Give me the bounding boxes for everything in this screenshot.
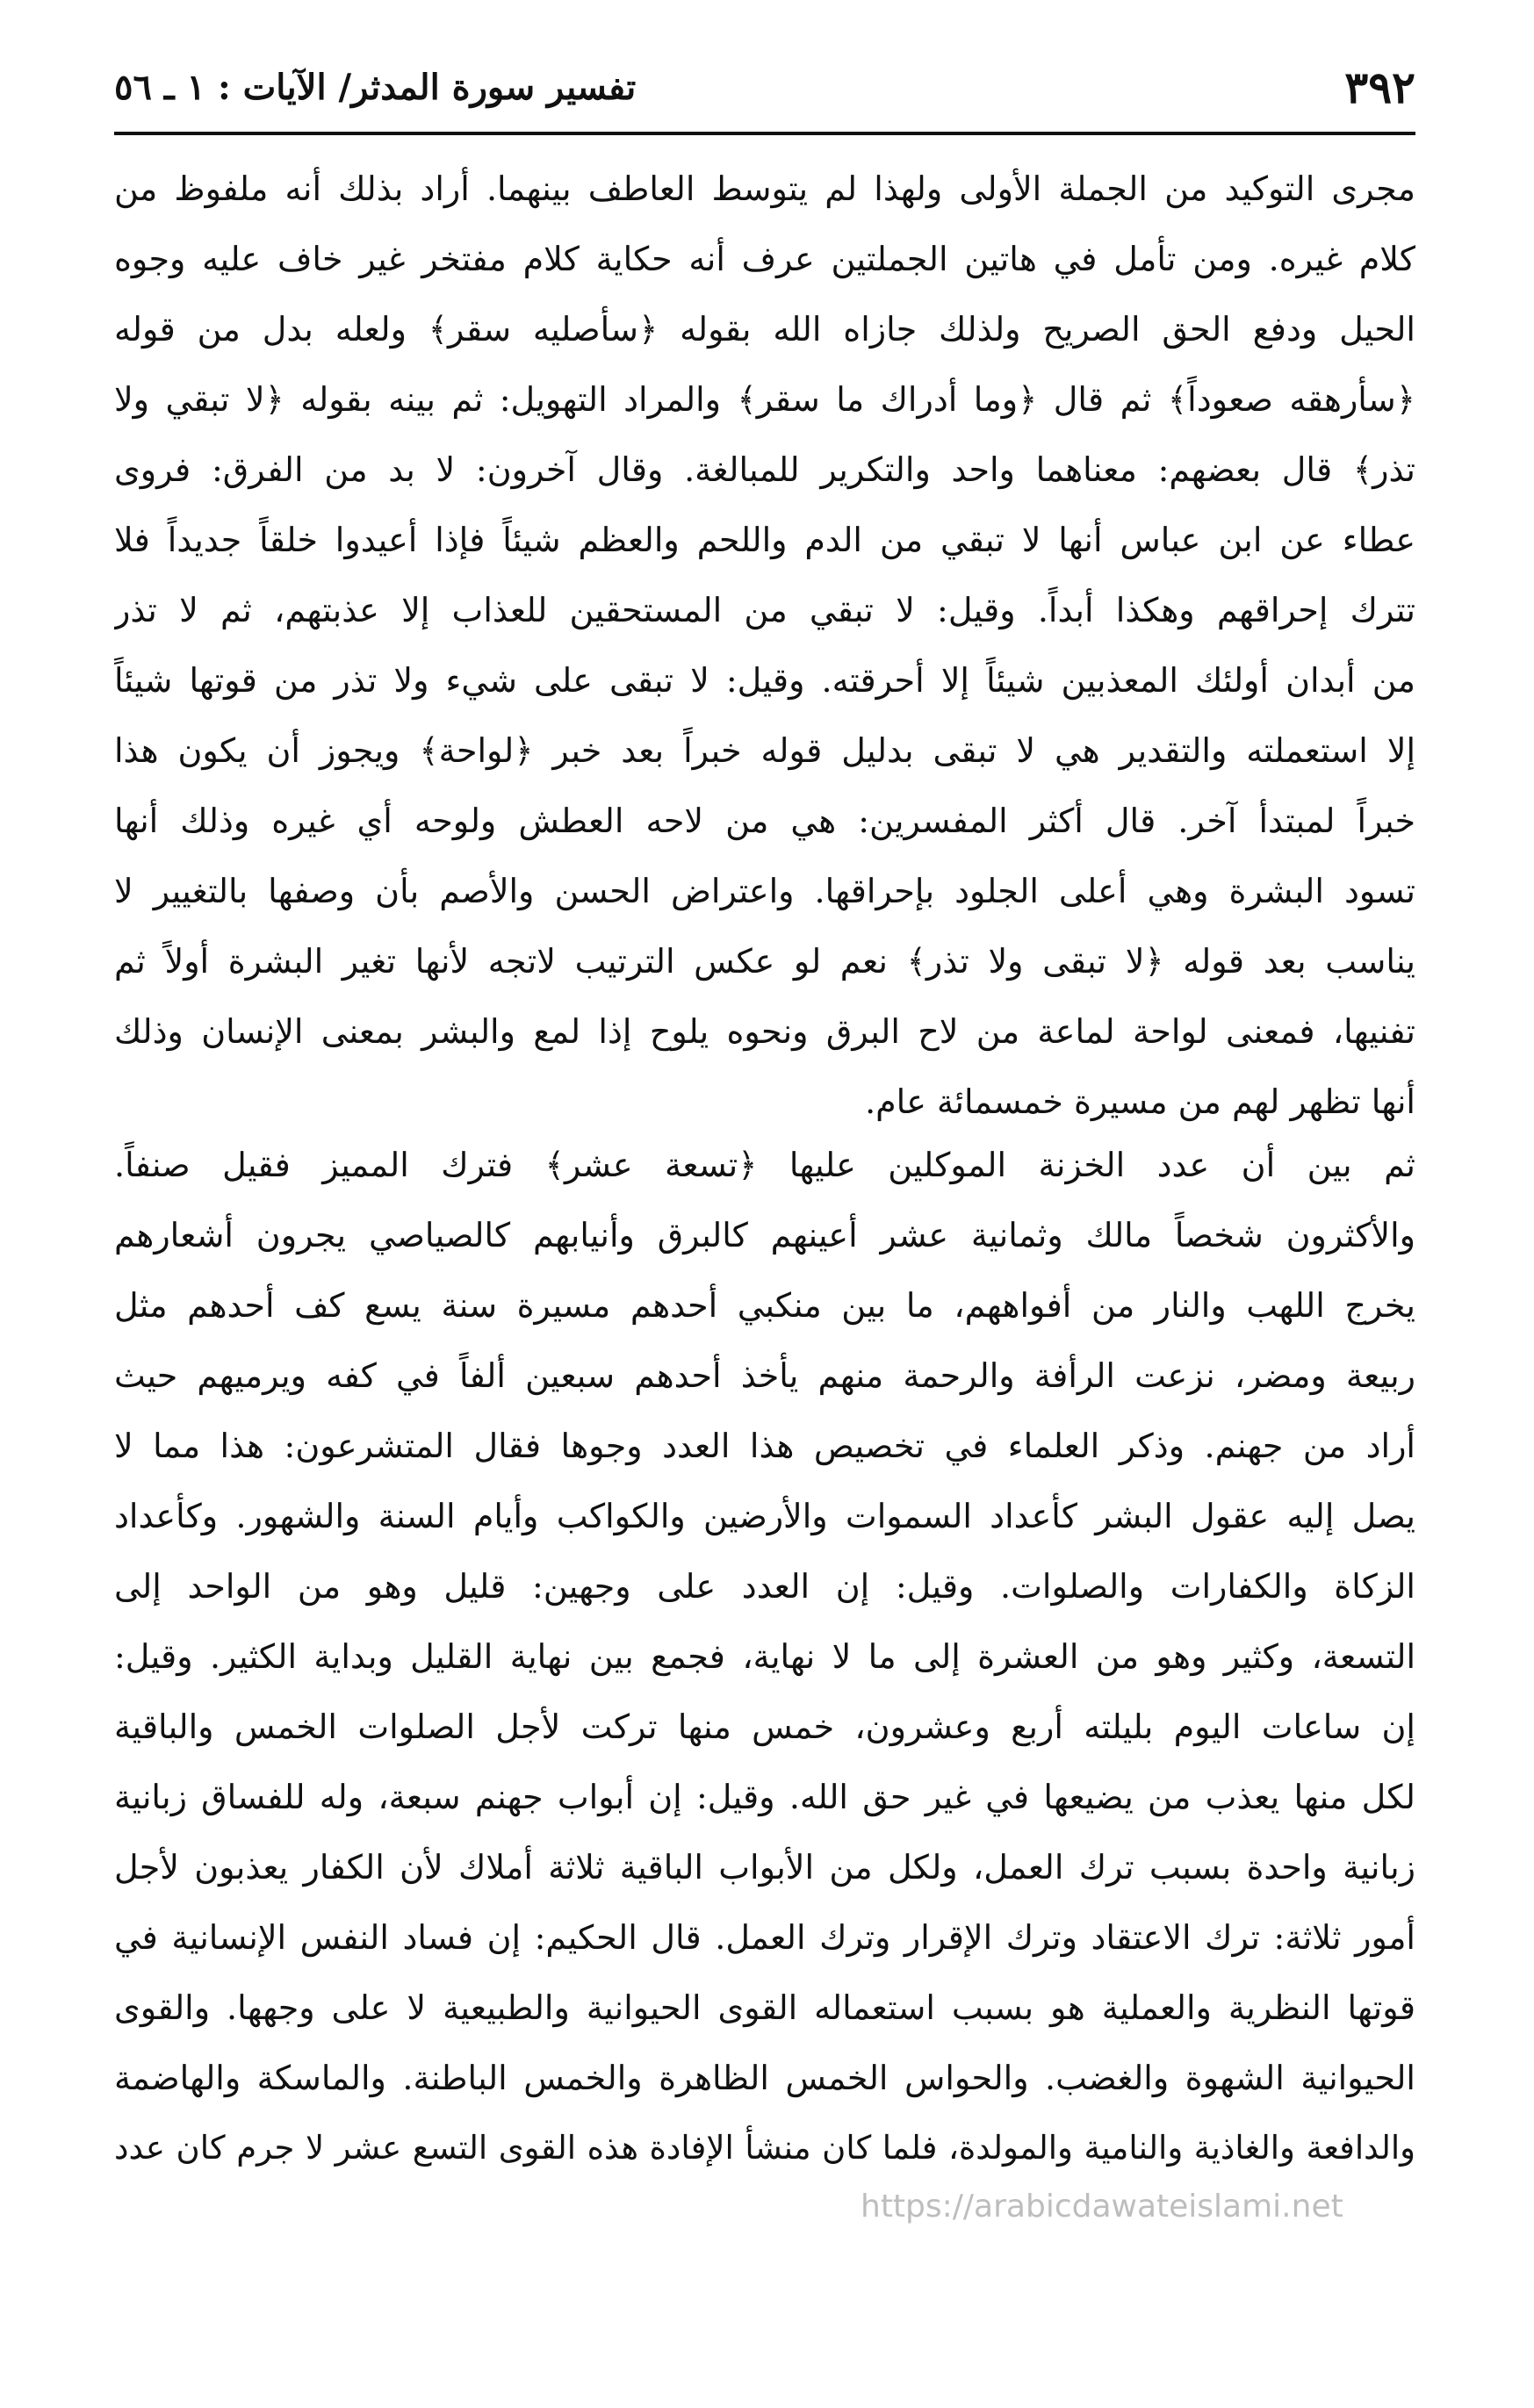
text-line: قوتها النظرية والعملية هو بسبب استعماله القوى الحيوانية والطبيعية لا على وجهها. والقوى: [114, 1988, 1415, 2027]
text-line: مجرى التوكيد من الجملة الأولى ولهذا لم يتوسط العاطف بينهما. أراد بذلك أنه ملفوظ من: [114, 169, 1415, 208]
text-line: ثم بين أن عدد الخزنة الموكلين عليها ﴿تسعة عشر﴾ فترك المميز فقيل صنفاً.: [114, 1146, 1415, 1184]
text-line: تسود البشرة وهي أعلى الجلود بإحراقها. واعتراض الحسن والأصم بأن وصفها بالتغيير لا: [114, 872, 1415, 910]
text-line: إلا استعملته والتقدير هي لا تبقى بدليل قوله خبراً بعد خبر ﴿لواحة﴾ ويجوز أن يكون هذا: [114, 731, 1415, 770]
text-line: زبانية واحدة بسبب ترك العمل، ولكل من الأبواب الباقية ثلاثة أملاك لأن الكفار يعذبون لأجل: [114, 1848, 1415, 1887]
text-line: خبراً لمبتدأ آخر. قال أكثر المفسرين: هي من لاحه العطش ولوحه أي غيره وذلك أنها: [114, 801, 1415, 840]
text-line: التسعة، وكثير وهو من العشرة إلى ما لا نهاية، فجمع بين نهاية القليل وبداية الكثير. وقيل:: [114, 1637, 1415, 1676]
text-line: يخرج اللهب والنار من أفواههم، ما بين منكبي أحدهم مسيرة سنة يسع كف أحدهم مثل: [114, 1286, 1415, 1325]
text-line: والدافعة والغاذية والنامية والمولدة، فلما كان منشأ الإفادة هذه القوى التسع عشر لا جرم كان عدد: [114, 2129, 1415, 2167]
text-line: الزكاة والكفارات والصلوات. وقيل: إن العدد على وجهين: قليل وهو من الواحد إلى: [114, 1567, 1415, 1606]
text-line: تذر﴾ قال بعضهم: معناهما واحد والتكرير للمبالغة. وقال آخرون: لا بد من الفرق: فروى: [114, 450, 1415, 489]
text-line: إن ساعات اليوم بليلته أربع وعشرون، خمس منها تركت لأجل الصلوات الخمس والباقية: [114, 1707, 1415, 1746]
text-line: أمور ثلاثة: ترك الاعتقاد وترك الإقرار وترك العمل. قال الحكيم: إن فساد النفس الإنسانية في: [114, 1918, 1415, 1957]
text-line: تفنيها، فمعنى لواحة لماعة من لاح البرق ونحوه يلوح إذا لمع والبشر بمعنى الإنسان وذلك: [114, 1012, 1415, 1051]
text-line: تترك إحراقهم وهكذا أبداً. وقيل: لا تبقي من المستحقين للعذاب إلا عذبتهم، ثم لا تذر: [114, 591, 1415, 629]
paragraph-1: [114, 154, 1415, 1137]
text-line: يناسب بعد قوله ﴿لا تبقى ولا تذر﴾ نعم لو عكس الترتيب لاتجه لأنها تغير البشرة أولاً ثم: [114, 942, 1415, 981]
text-line: يصل إليه عقول البشر كأعداد السموات والأرضين والكواكب وأيام السنة والشهور. وكأعداد: [114, 1497, 1415, 1535]
text-line: أراد من جهنم. وذكر العلماء في تخصيص هذا العدد وجوها فقال المتشرعون: هذا مما لا: [114, 1427, 1415, 1465]
text-line: ربيعة ومضر، نزعت الرأفة والرحمة منهم يأخذ أحدهم سبعين ألفاً في كفه ويرميهم حيث: [114, 1356, 1415, 1395]
paragraph-2: [114, 1130, 1415, 2183]
text-line: والأكثرون شخصاً مالك وثمانية عشر أعينهم كالبرق وأنيابهم كالصياصي يجرون أشعارهم: [114, 1216, 1415, 1254]
page-number: ٣٩٢: [1344, 61, 1415, 113]
site-watermark: https://arabicdawateislami.net: [861, 2189, 1343, 2225]
text-line: عطاء عن ابن عباس أنها لا تبقي من الدم واللحم والعظم شيئاً فإذا أعيدوا خلقاً جديداً فلا: [114, 521, 1415, 559]
text-line: ﴿سأرهقه صعوداً﴾ ثم قال ﴿وما أدراك ما سقر﴾ والمراد التهويل: ثم بينه بقوله ﴿لا تبقي ولا: [114, 380, 1415, 419]
text-line: من أبدان أولئك المعذبين شيئاً إلا أحرقته. وقيل: لا تبقى على شيء ولا تذر من قوتها شيئاً: [114, 661, 1415, 700]
text-line: أنها تظهر لهم من مسيرة خمسمائة عام.: [865, 1082, 1415, 1121]
text-line: لكل منها يعذب من يضيعها في غير حق الله. وقيل: إن أبواب جهنم سبعة، وله للفساق زبانية: [114, 1778, 1415, 1816]
running-title: تفسير سورة المدثر/ الآيات : ١ ـ ٥٦: [114, 67, 637, 108]
text-line: الحيوانية الشهوة والغضب. والحواس الخمس الظاهرة والخمس الباطنة. والماسكة والهاضمة: [114, 2059, 1415, 2097]
text-line: كلام غيره. ومن تأمل في هاتين الجملتين عرف أنه حكاية كلام مفتخر غير خاف عليه وجوه: [114, 240, 1415, 278]
header-rule: [114, 132, 1415, 135]
running-header: [114, 54, 1415, 125]
text-line: الحيل ودفع الحق الصريح ولذلك جازاه الله بقوله ﴿سأصليه سقر﴾ ولعله بدل من قوله: [114, 310, 1415, 349]
